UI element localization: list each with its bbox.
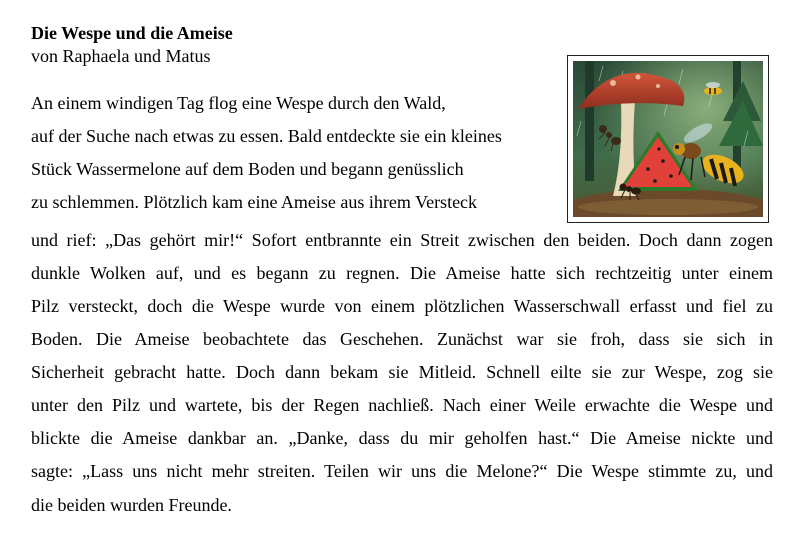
text-line: auf der Suche nach etwas zu essen. Bald entdeckte sie ein kleines xyxy=(31,126,502,146)
text-line: Boden. Die Ameise beobachtete das Geschehen. Zunächst war sie froh, dass sie sich in xyxy=(31,329,773,349)
story-illustration xyxy=(567,55,769,223)
illustration-image xyxy=(573,61,763,217)
text-line: dunkle Wolken auf, und es begann zu regnen. Die Ameise hatte sich rechtzeitig unter einem xyxy=(31,263,773,283)
flying-wasp xyxy=(704,82,722,95)
text-line: zu schlemmen. Plötzlich kam eine Ameise aus ihrem Versteck xyxy=(31,192,478,212)
text-line: und rief: „Das gehört mir!“ Sofort entbrannte ein Streit zwischen den beiden. Doch dann zogen xyxy=(31,230,773,250)
text-line: Sicherheit gebracht hatte. Doch dann bekam sie Mitleid. Schnell eilte sie zur Wespe, zog sie xyxy=(31,362,773,382)
text-line: unter den Pilz und wartete, bis der Regen nachließ. Nach einer Weile erwachte die Wespe und xyxy=(31,395,773,415)
text-line: Stück Wassermelone auf dem Boden und begann genüsslich xyxy=(31,159,464,179)
story-title: Die Wespe und die Ameise xyxy=(31,23,233,43)
text-line: Pilz versteckt, doch die Wespe wurde von einem plötzlichen Wasserschwall erfasst und fiel zu xyxy=(31,296,773,316)
text-line: sagte: „Lass uns nicht mehr streiten. Teilen wir uns die Melone?“ Die Wespe stimmte zu, und xyxy=(31,461,773,481)
text-line: die beiden wurden Freunde. xyxy=(31,495,232,515)
tree-trunk xyxy=(585,61,594,181)
text-line: An einem windigen Tag flog eine Wespe durch den Wald, xyxy=(31,93,446,113)
text-line: blickte die Ameise dankbar an. „Danke, dass du mir geholfen hast.“ Die Ameise nickte und xyxy=(31,428,773,448)
story-byline: von Raphaela und Matus xyxy=(31,46,211,66)
